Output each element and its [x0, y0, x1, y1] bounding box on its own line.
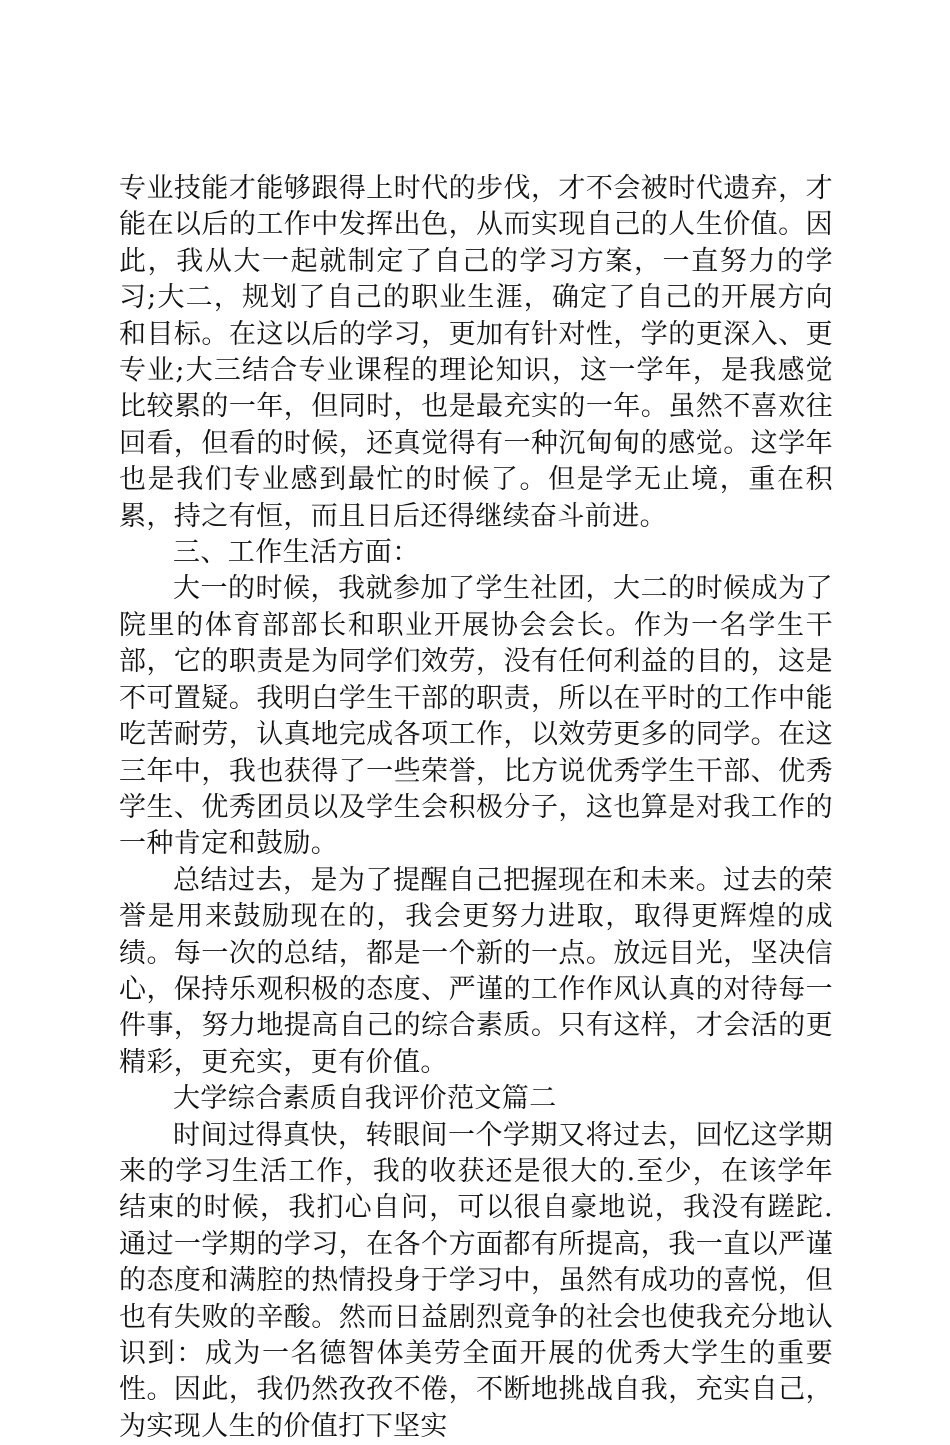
document-body — [119, 171, 833, 1445]
paragraph-article-two-intro: 时间过得真快，转眼间一个学期又将过去，回忆这学期来的学习生活工作，我的收获还是很大的.至少，在该学年结束的时候，我扪心自问，可以很自豪地说，我没有蹉跎.通过一学期的学习，在各个方面都有所提高，我一直以严谨的态度和满腔的热情投身于学习中，虽然有成功的喜悦，但也有失败的辛酸。然而日益剧烈竟争的社会也使我充分地认识到：成为一名德智体美劳全面开展的优秀大学生的重要性。因此，我仍然孜孜不倦，不断地挑战自我，充实自己，为实现人生的价值打下坚实 — [119, 1119, 833, 1442]
section-heading-work-life: 三、工作生活方面： — [173, 537, 420, 569]
article-two-title: 大学综合素质自我评价范文篇二 — [173, 1083, 557, 1115]
paragraph-student-work: 大一的时候，我就参加了学生社团，大二的时候成为了院里的体育部部长和职业开展协会会长。作为一名学生干部，它的职责是为同学们效劳，没有任何利益的目的，这是不可置疑。我明白学生干部的职责，所以在平时的工作中能吃苦耐劳，认真地完成各项工作，以效劳更多的同学。在这三年中，我也获得了一些荣誉，比方说优秀学生干部、优秀学生、优秀团员以及学生会积极分子，这也算是对我工作的一种肯定和鼓励。 — [119, 573, 833, 860]
paragraph-continuation: 专业技能才能够跟得上时代的步伐，才不会被时代遗弃，才能在以后的工作中发挥出色，从而实现自己的人生价值。因此，我从大一起就制定了自己的学习方案，一直努力的学习;大二，规划了自己的职业生涯，确定了自己的开展方向和目标。在这以后的学习，更加有针对性，学的更深入、更专业;大三结合专业课程的理论知识，这一学年，是我感觉比较累的一年，但同时，也是最充实的一年。虽然不喜欢往回看，但看的时候，还真觉得有一种沉甸甸的感觉。这学年也是我们专业感到最忙的时候了。但是学无止境，重在积累，持之有恒，而且日后还得继续奋斗前进。 — [119, 173, 833, 532]
paragraph-summary: 总结过去，是为了提醒自己把握现在和未来。过去的荣誉是用来鼓励现在的，我会更努力进取，取得更辉煌的成绩。每一次的总结，都是一个新的一点。放远目光，坚决信心，保持乐观积极的态度、严谨的工作作风认真的对待每一件事，努力地提高自己的综合素质。只有这样，才会活的更精彩，更充实，更有价值。 — [119, 864, 833, 1078]
